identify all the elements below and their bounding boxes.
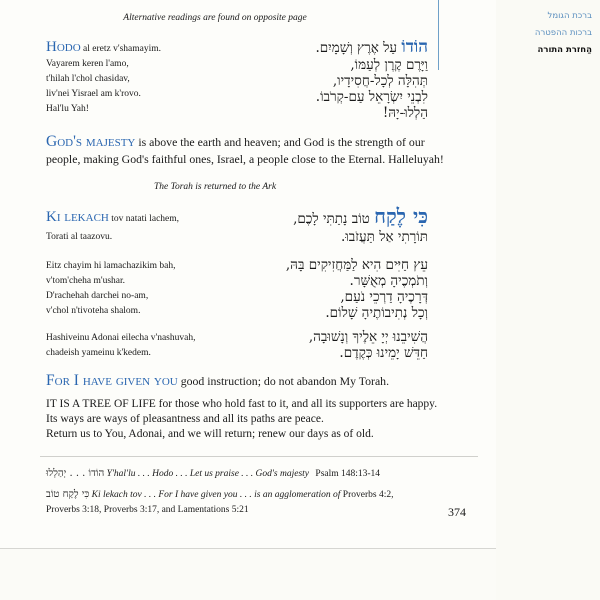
translit-line: Hashiveinu Adonai eilecha v'nashuvah, [46,333,196,343]
ki-lekach-hebrew-a [230,206,428,245]
page-gutter [496,0,600,600]
translit-line: t'hilah l'chol chasidav, [46,74,130,84]
side-navigation [496,8,592,59]
translit-line: Vayarem keren l'amo, [46,59,129,69]
ki-lekach-transliteration-b [46,259,176,319]
ki-lekach-hebrew-first: טוֹב נָתַתִּי לָכֶם, [293,211,375,227]
source-hebrew: הוֹדוֹ . . . יְהַלְלוּ [46,468,105,479]
hebrew-line: תּוֹרָתִי אַל תַּעֲזֹבוּ. [341,229,428,245]
gods-majesty-line2: people, making God's faithful ones, Israel, a people close to the Eternal. Halleluyah! [46,152,444,166]
source-ref: Psalm 148:13-14 [315,469,381,479]
hodo-lead: Hodo [46,39,81,55]
side-nav-item-gomel[interactable]: ברכת הגומל [547,11,592,21]
hebrew-line: לִבְנֵי יִשְׂרָאֵל עַם-קְרֹבוֹ. [315,89,428,105]
tree-of-life-lead: IT IS A TREE OF LIFE [46,398,156,410]
hebrew-line: וְתֹמְכֶיהָ מְאֻשָּׁר. [349,273,428,289]
for-i-have-given-paragraph [46,372,389,390]
gods-majesty-line1: is above the earth and heaven; and God is the strength of our [135,135,425,149]
hodo-hebrew [230,38,428,121]
page-number: 374 [448,505,466,519]
footnote-divider [40,456,478,457]
side-nav-item-torah-return[interactable]: הַחזרת התורה [537,45,592,55]
source-text: Y'hal'lu . . . Hodo . . . Let us praise . . . God's majesty [106,469,310,479]
hodo-transliteration [46,40,161,117]
tree-of-life-line2: Its ways are ways of pleasantness and all its paths are peace. [46,413,324,425]
hodo-hebrew-lead: הוֹדוֹ [401,37,428,57]
side-nav-item-haftarah[interactable]: ברכות ההפטרה [534,28,592,38]
source-ref: Proverbs 4:2, [342,490,394,500]
translit-line: Hal'lu Yah! [46,104,89,114]
ki-lekach-hebrew-lead: כִּי לֶקַח [374,204,428,228]
translit-line: chadeish yameinu k'kedem. [46,348,151,358]
ki-lekach-transliteration-a [46,210,179,245]
for-i-have-given-lead: For I have given you [46,372,178,389]
source-ref-continued: Proverbs 3:18, Proverbs 3:17, and Lamentations 5:21 [46,505,249,515]
tree-of-life-rest: for those who hold fast to it, and all its supporters are happy. [155,398,438,410]
translit-line: v'chol n'tivoteha shalom. [46,306,141,316]
translit-line: Eitz chayim hi lamachazikim bah, [46,261,176,271]
hebrew-line: עֵץ חַיִּים הִיא לַמַּחֲזִיקִים בָּהּ, [285,257,428,273]
ki-lekach-first-line: tov natati lachem, [108,214,180,224]
hebrew-line: וַיָּרֶם קֶרֶן לְעַמּוֹ, [350,57,428,73]
ki-lekach-hebrew-c [230,329,428,361]
torah-returned-note: The Torah is returned to the Ark [153,182,277,192]
for-i-have-given-rest: good instruction; do not abandon My Torah. [177,374,390,388]
translit-line: D'rachehah darchei no-am, [46,291,149,301]
ki-lekach-lead: Ki lekach [46,209,109,225]
ki-lekach-transliteration-c [46,331,195,361]
source-note-hodo [46,466,380,482]
tree-of-life-line3: Return us to You, Adonai, and we will return; renew our days as of old. [46,428,374,440]
translit-line: liv'nei Yisrael am k'rovo. [46,89,141,99]
alternative-readings-note: Alternative readings are found on opposite page [123,13,307,23]
source-text: Ki lekach tov . . . For I have given you . . . is an agglomeration of [91,490,341,500]
tree-of-life-paragraph [46,397,437,442]
hodo-hebrew-first: עַל אֶרֶץ וְשָׁמָיִם. [315,40,402,56]
hebrew-line: הֲשִׁיבֵנוּ יְיָ אֵלֶיךָ וְנָשׁוּבָה, [308,329,428,345]
hodo-first-line: al eretz v'shamayim. [80,44,161,54]
hebrew-line: חַדֵּשׁ יָמֵינוּ כְּקֶדֶם. [339,345,428,361]
hebrew-line: דְּרָכֶיהָ דַרְכֵי נֹעַם, [340,289,428,305]
hebrew-line: הַלְלוּ-יָהּ! [382,105,428,121]
source-hebrew: כִּי לֶקַח טוֹב [46,489,90,500]
ki-lekach-hebrew-b [230,257,428,321]
hebrew-line: תְּהִלָּה לְכָל-חֲסִידָיו, [332,73,428,89]
sidebar-divider [438,0,439,70]
source-note-ki-lekach [46,487,393,518]
gods-majesty-lead: God's majesty [46,133,136,150]
translit-line: v'tom'cheha m'ushar. [46,276,126,286]
hebrew-line: וְכָל נְתִיבוֹתֶיהָ שָׁלוֹם. [325,305,428,321]
gods-majesty-paragraph [46,133,444,168]
translit-line: Torati al taazovu. [46,232,113,242]
